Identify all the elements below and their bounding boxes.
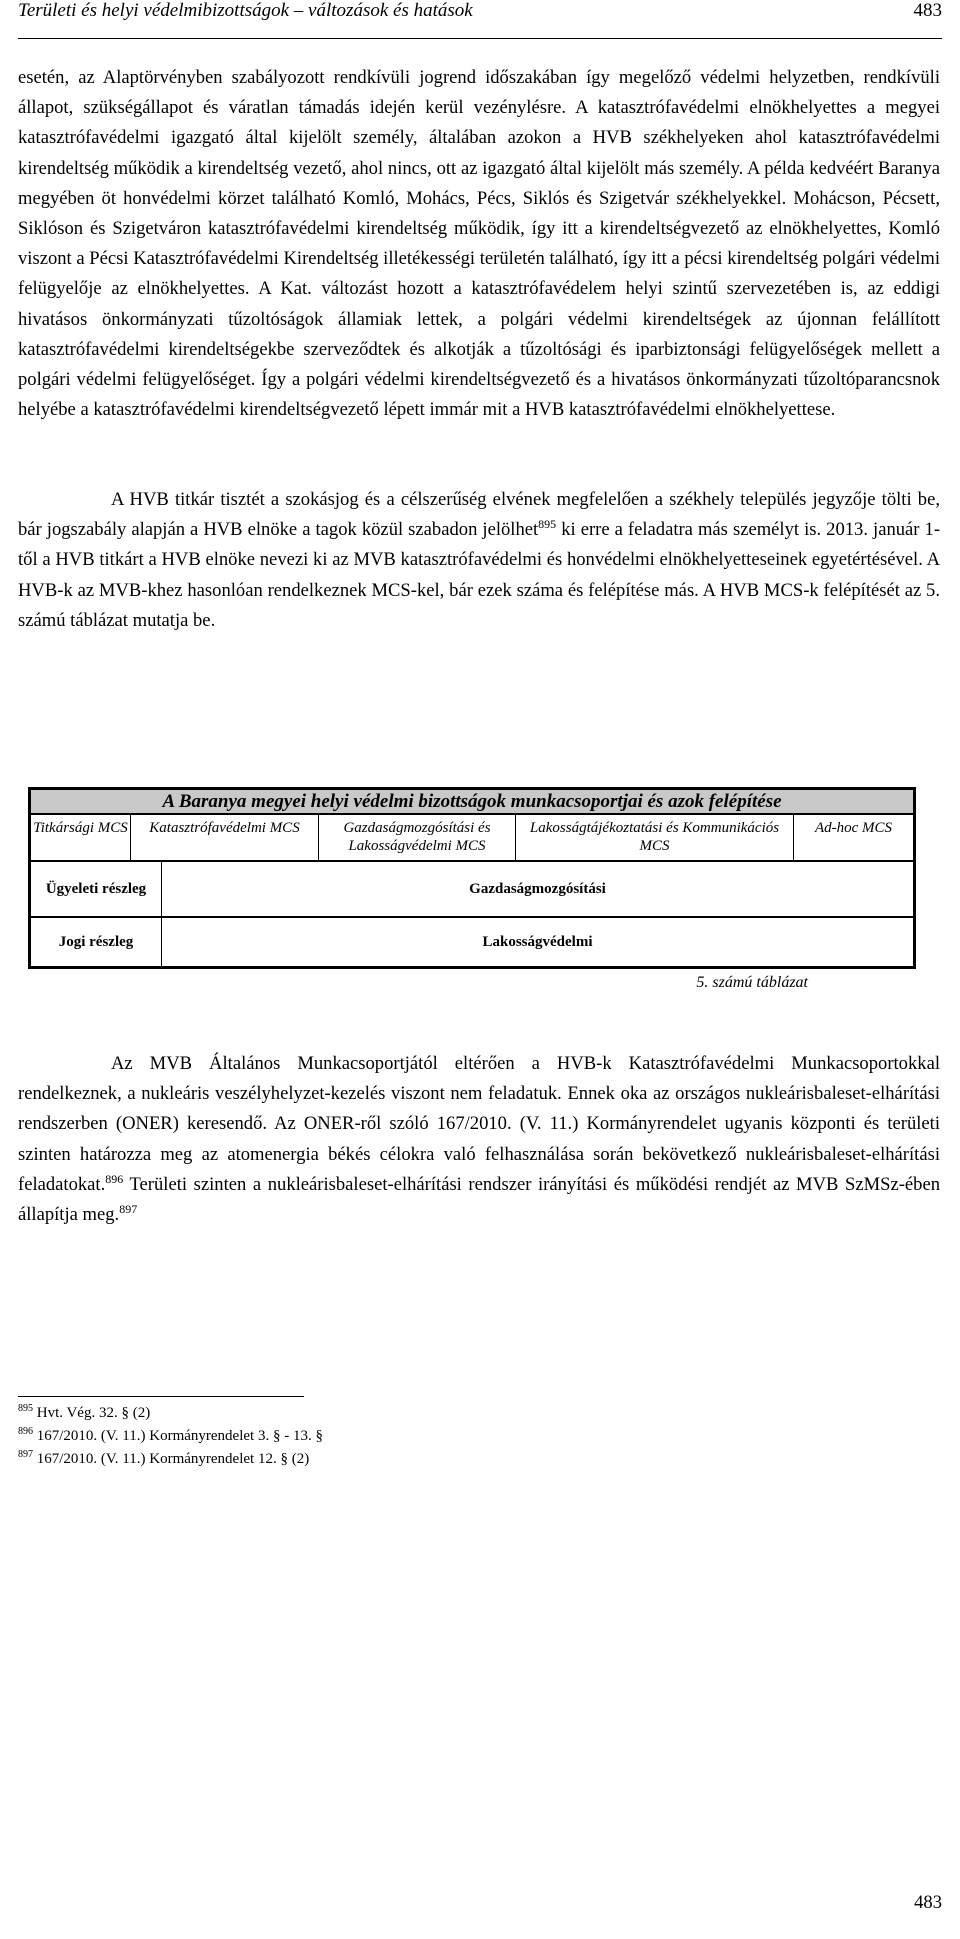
footnote-number: 895 <box>18 1403 33 1414</box>
footnote-ref-896[interactable]: 896 <box>105 1171 124 1186</box>
mcs-table <box>28 787 916 969</box>
footnote-ref-897[interactable]: 897 <box>119 1201 138 1216</box>
row-value: Gazdaságmozgósítási <box>469 880 606 897</box>
header-page-number: 483 <box>913 0 942 21</box>
column-header: Gazdaságmozgósítási és Lakosságvédelmi MCS <box>319 815 516 860</box>
footnote <box>18 1402 323 1425</box>
footnote-separator <box>18 1396 304 1397</box>
body-paragraph-1 <box>18 63 940 425</box>
footnote <box>18 1425 323 1448</box>
paragraph-text <box>18 1049 940 1230</box>
row-label: Ügyeleti részleg <box>31 862 162 916</box>
footnote <box>18 1448 323 1471</box>
running-header <box>18 0 942 39</box>
figure-caption: 5. számú táblázat <box>696 974 808 991</box>
paragraph-text <box>18 485 940 636</box>
footnote-number: 897 <box>18 1449 33 1460</box>
footnote-text: 167/2010. (V. 11.) Kormányrendelet 3. § - 13. § <box>33 1428 323 1444</box>
mcs-structure-figure <box>28 787 916 1005</box>
footnotes <box>18 1402 323 1471</box>
footer-page-number: 483 <box>914 1892 942 1913</box>
footnote-text: Hvt. Vég. 32. § (2) <box>33 1405 151 1421</box>
column-header: Titkársági MCS <box>31 815 131 860</box>
body-paragraph-2 <box>18 485 940 636</box>
column-header: Katasztrófavédelmi MCS <box>131 815 319 860</box>
running-title: Területi és helyi védelmibizottságok – változások és hatások <box>18 0 473 21</box>
footnote-text: 167/2010. (V. 11.) Kormányrendelet 12. § (2) <box>33 1451 310 1467</box>
paragraph-text: esetén, az Alaptörvényben szabályozott rendkívüli jogrend időszakában így megelőző védelmi helyzetben, rendkívüli állapot, szükségállapot és váratlan támadás idején kerül vezénylésre. A katasztrófavédelmi elnökhelyettes a megyei katasztrófavédelmi igazgató által kijelölt személy, általában azokon a HVB székhelyeken ahol katasztrófavédelmi kirendeltség működik a kirendeltség vezető, ahol nincs, ott az igazgató által kijelölt más személy. A példa kedvéért Baranya megyében öt honvédelmi körzet található Komló, Mohács, Pécs, Siklós és Szigetvár székhelyekkel. Mohácson, Pécsett, Siklóson és Szigetváron katasztrófavédelmi kirendeltség működik, így itt a kirendeltségvezető az elnökhelyettes, Komló viszont a Pécsi Katasztrófavédelmi Kirendeltség illetékességi területén található, így itt a pécsi kirendeltség polgári védelmi felügyelője az elnökhelyettes. A Kat. változást hozott a katasztrófavédelem helyi szintű szervezetében is, az eddigi hivatásos önkormányzati tűzoltóságok államiak lettek, a polgári védelmi kirendeltségek az újonnan felállított katasztrófavédelmi kirendeltségekbe szerveződtek és alkotják a tűzoltósági és iparbiztonsági felügyelőségek mellett a polgári védelmi felügyelőséget. Így a polgári védelmi kirendeltségvezető és a hivatásos önkormányzati tűzoltóparancsnok helyébe a katasztrófavédelmi kirendeltségvezető lépett immár mit a HVB katasztrófavédelmi elnökhelyettese. <box>18 67 940 421</box>
footnote-ref-895[interactable]: 895 <box>538 517 557 532</box>
table-title: A Baranya megyei helyi védelmi bizottságok munkacsoportjai és azok felépítése <box>31 790 913 815</box>
column-header: Ad-hoc MCS <box>814 820 893 836</box>
paragraph-text-a: A HVB titkár tisztét a szokásjog és a célszerűség elvének megfelelően a székhely település jegyzője tölti be, bár jogszabály alapján a HVB elnöke a tagok közül szabadon jelölhet <box>18 489 940 541</box>
table-row <box>31 918 913 966</box>
footnote-number: 896 <box>18 1426 33 1437</box>
paragraph-text-b: Területi szinten a nukleárisbaleset-elhárítási rendszer irányítási és működési rendjét az MVB SzMSz-ében állapítja meg. <box>18 1173 940 1226</box>
paragraph-text-b: ki erre a feladatra más személyt is. 2013. január 1-től a HVB titkárt a HVB elnöke nevezi ki az MVB katasztrófavédelmi és honvédelmi elnökhelyetteseinek egyetértésével. A HVB-k az MVB-khez hasonlóan rendelkeznek MCS-kel, bár ezek száma és felépítése más. A HVB MCS-k felépítését az 5. számú táblázat mutatja be. <box>18 519 941 631</box>
table-row <box>31 862 913 918</box>
row-value: Lakosságvédelmi <box>482 933 593 950</box>
row-label: Jogi részleg <box>31 918 162 966</box>
body-paragraph-3 <box>18 1049 940 1230</box>
table-column-headers <box>31 815 913 862</box>
column-header: Lakosságtájékoztatási és Kommunikációs MCS <box>516 815 794 860</box>
paragraph-text-a: Az MVB Általános Munkacsoportjától eltérően a HVB-k Katasztrófavédelmi Munkacsoportokkal rendelkeznek, a nukleáris veszélyhelyzet-kezelés viszont nem feladatuk. Ennek oka az országos nukleárisbaleset-elhárítási rendszerben (ONER) keresendő. Az ONER-ről szóló 167/2010. (V. 11.) Kormányrendelet ugyanis központi és területi szinten határozza meg az atomenergia békés célokra való felhasználása során bekövetkező nukleárisbaleset-elhárítási feladatokat. <box>18 1053 940 1195</box>
